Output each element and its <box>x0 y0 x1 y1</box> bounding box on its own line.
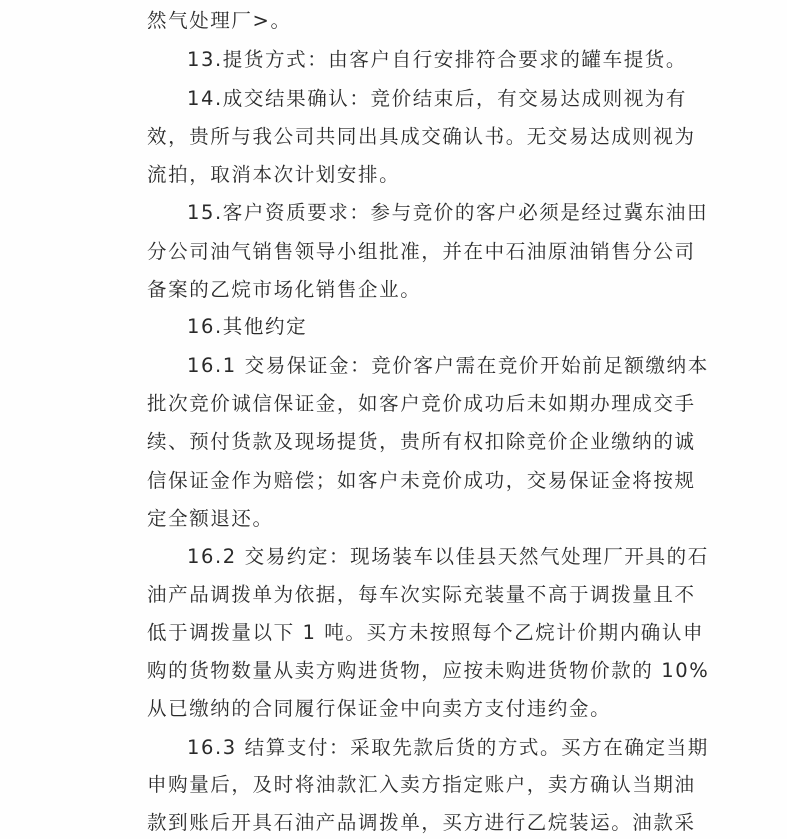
text-line: 信保证金作为赔偿；如客户未竞价成功，交易保证金将按规 <box>147 469 696 492</box>
text-line: 申购量后，及时将油款汇入卖方指定账户，卖方确认当期油 <box>147 773 696 796</box>
text-line: 15.客户资质要求：参与竞价的客户必须是经过冀东油田 <box>187 201 709 224</box>
text-line: 定全额退还。 <box>147 507 274 530</box>
text-line: 购的货物数量从卖方购进货物，应按未购进货物价款的 10% <box>147 659 710 682</box>
text-line: 备案的乙烷市场化销售企业。 <box>147 278 422 301</box>
text-line: 效，贵所与我公司共同出具成交确认书。无交易达成则视为 <box>147 125 696 148</box>
text-line: 然气处理厂>。 <box>147 9 292 32</box>
text-line: 16.其他约定 <box>187 315 308 338</box>
text-line: 16.1 交易保证金：竞价客户需在竞价开始前足额缴纳本 <box>187 354 709 377</box>
text-line: 油产品调拨单为依据，每车次实际充装量不高于调拨量且不 <box>147 583 696 606</box>
text-line: 14.成交结果确认：竞价结束后，有交易达成则视为有 <box>187 87 688 110</box>
text-line: 续、预付货款及现场提货，贵所有权扣除竞价企业缴纳的诚 <box>147 430 696 453</box>
text-line: 16.2 交易约定：现场装车以佳县天然气处理厂开具的石 <box>187 545 709 568</box>
text-line: 16.3 结算支付：采取先款后货的方式。买方在确定当期 <box>187 736 709 759</box>
text-line: 低于调拨量以下 1 吨。买方未按照每个乙烷计价期内确认申 <box>147 621 705 644</box>
text-line: 从已缴纳的合同履行保证金中向卖方支付违约金。 <box>147 697 612 720</box>
text-line: 流拍，取消本次计划安排。 <box>147 163 401 186</box>
text-line: 13.提货方式：由客户自行安排符合要求的罐车提货。 <box>187 48 688 71</box>
text-line: 批次竞价诚信保证金，如客户竞价成功后未如期办理成交手 <box>147 392 696 415</box>
text-line: 分公司油气销售领导小组批准，并在中石油原油销售分公司 <box>147 240 696 263</box>
text-line: 款到账后开具石油产品调拨单，买方进行乙烷装运。油款采 <box>147 811 696 834</box>
